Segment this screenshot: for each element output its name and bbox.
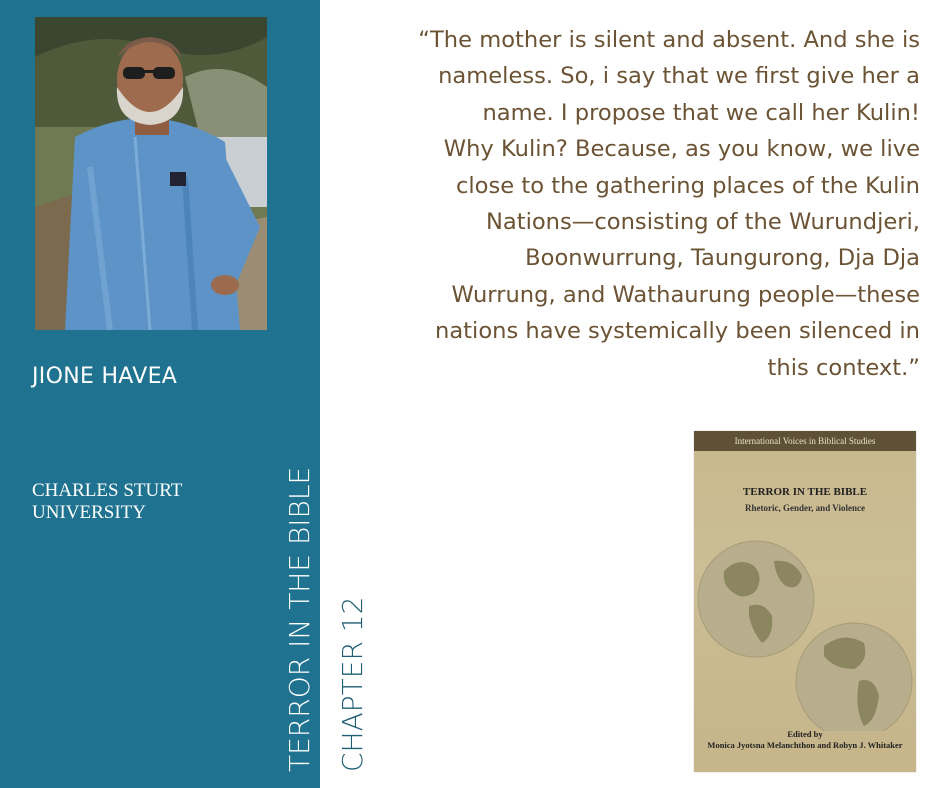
quote-line: nameless. So, i say that we first give her a — [438, 63, 920, 90]
book-editors: Monica Jyotsna Melanchthon and Robyn J. Whitaker — [707, 740, 903, 750]
left-panel — [0, 0, 320, 788]
book-edited-by: Edited by — [787, 729, 823, 739]
book-cover — [694, 431, 916, 772]
quote-line: “The mother is silent and absent. And she is — [418, 27, 920, 53]
globes-illustration — [694, 531, 916, 731]
quote-text — [350, 22, 920, 386]
quote-line: Why Kulin? Because, as you know, we live — [443, 136, 920, 163]
quote-line: Nations—consisting of the Wurundjeri, — [485, 209, 920, 236]
author-photo — [35, 17, 267, 330]
book-subtitle: Rhetoric, Gender, and Violence — [745, 503, 865, 513]
quote-line: this context.” — [767, 354, 920, 381]
quote-line: Wurrung, and Wathaurung people—these — [451, 281, 920, 308]
quote-line: close to the gathering places of the Kulin — [455, 172, 920, 199]
author-affiliation: CHARLES STURT UNIVERSITY — [32, 480, 183, 523]
quote-line: name. I propose that we call her Kulin! — [482, 99, 920, 126]
vertical-book-title: TERROR IN THE BIBLE — [283, 466, 316, 772]
book-title: TERROR IN THE BIBLE — [742, 486, 868, 498]
book-series-banner: International Voices in Biblical Studies — [694, 431, 916, 451]
quote-line: Boonwurrung, Taungurong, Dja Dja — [525, 245, 920, 272]
quote-line: nations have systemically been silenced in — [435, 318, 920, 345]
vertical-chapter-label: CHAPTER 12 — [336, 596, 369, 772]
author-name: JIONE HAVEA — [32, 364, 178, 389]
